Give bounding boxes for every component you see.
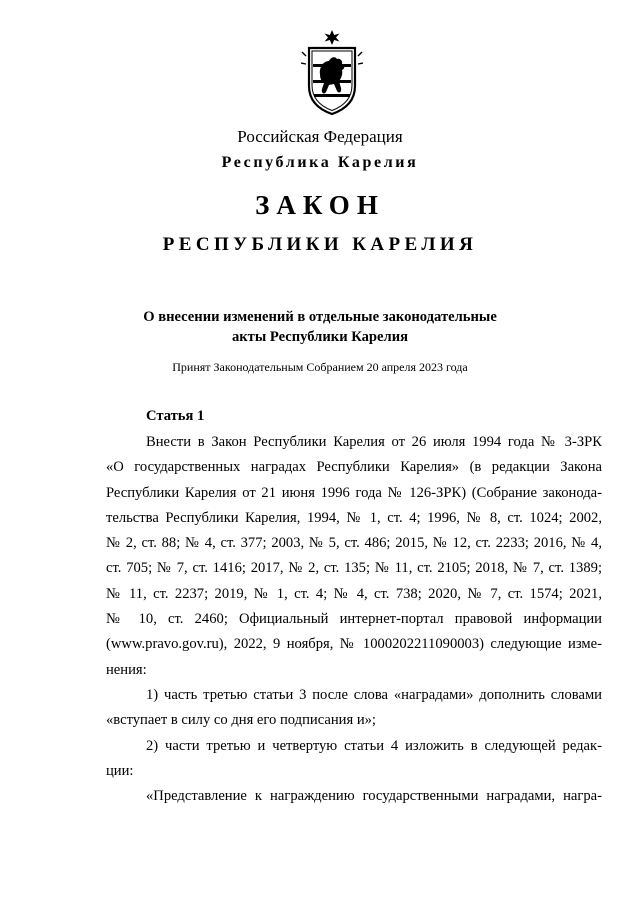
text-line: Внести в Закон Республики Карелия от 26 июля 1994 года № 3-ЗРК bbox=[146, 434, 602, 450]
text-line: «О государственных наградах Республики Карелия» (в редакции Закона bbox=[106, 459, 602, 476]
issuing-authority: РЕСПУБЛИКИ КАРЕЛИЯ bbox=[162, 234, 478, 255]
text-line: «вступает в силу со дня его подписания и»; bbox=[106, 712, 376, 729]
adoption-note: Принят Законодательным Собранием 20 апреля 2023 года bbox=[172, 360, 468, 374]
article-body bbox=[106, 430, 602, 809]
country-name: Российская Федерация bbox=[237, 127, 403, 146]
text-line: Республики Карелия от 21 июня 1996 года № 126-ЗРК) (Собрание законода- bbox=[106, 484, 602, 501]
text-line: 2) части третью и четвертую статьи 4 изложить в следующей редак- bbox=[146, 737, 602, 754]
text-line: тельства Республики Карелия, 1994, № 1, ст. 4; 1996, № 8, ст. 1024; 2002, bbox=[106, 509, 602, 526]
text-line: ции: bbox=[106, 762, 134, 779]
text-line: «Представление к награждению государственными наградами, награ- bbox=[146, 788, 602, 805]
law-title-line: акты Республики Карелия bbox=[231, 329, 409, 345]
text-line: нения: bbox=[106, 661, 147, 678]
text-line: ст. 705; № 7, ст. 1416; 2017, № 2, ст. 135; № 11, ст. 2105; 2018, № 7, ст. 1389; bbox=[106, 560, 602, 577]
text-line: 1) часть третью статьи 3 после слова «наградами» дополнить словами bbox=[146, 686, 602, 703]
article-heading: Статья 1 bbox=[146, 408, 205, 424]
law-title-line: О внесении изменений в отдельные законодательные bbox=[143, 309, 497, 325]
text-line: № 10, ст. 2460; Официальный интернет-портал правовой информации bbox=[106, 611, 602, 628]
document-type: ЗАКОН bbox=[255, 190, 385, 220]
text-line: № 11, ст. 2237; 2019, № 1, ст. 4; № 4, ст. 738; 2020, № 7, ст. 1574; 2021, bbox=[106, 585, 602, 602]
law-title bbox=[0, 307, 640, 347]
karelia-coat-of-arms-icon bbox=[301, 28, 363, 116]
text-line: (www.pravo.gov.ru), 2022, 9 ноября, № 1000202211090003) следующие изме- bbox=[106, 636, 602, 653]
republic-name: Республика Карелия bbox=[221, 154, 419, 171]
text-line: № 2, ст. 88; № 4, ст. 377; 2003, № 5, ст. 486; 2015, № 12, ст. 2233; 2016, № 4, bbox=[106, 535, 602, 552]
